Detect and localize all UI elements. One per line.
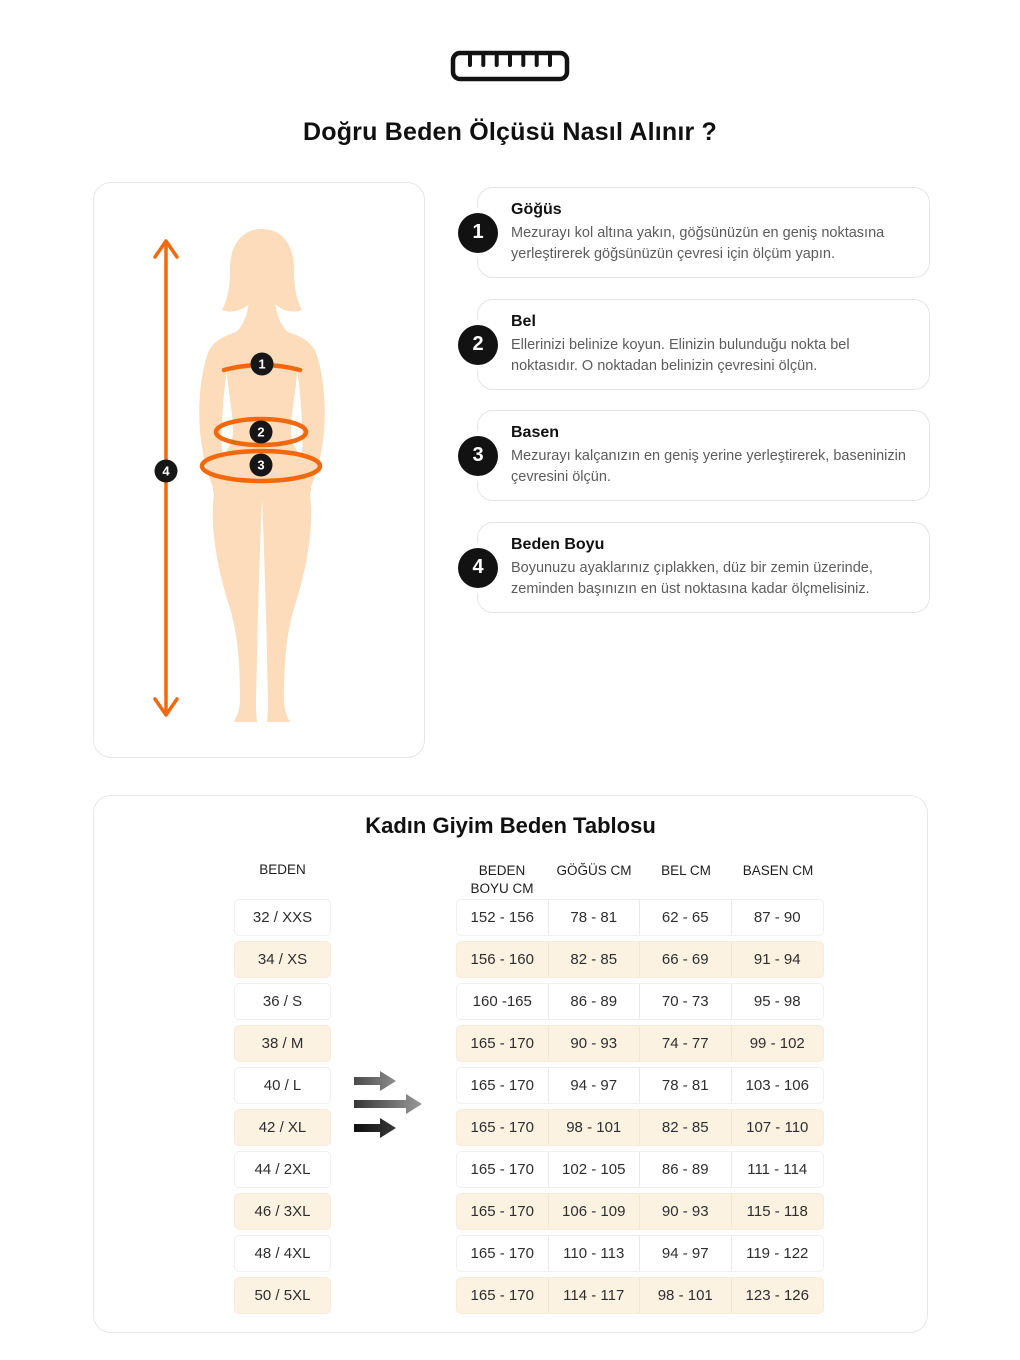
table-row [456, 1067, 824, 1104]
table-cell: 90 - 93 [640, 1194, 732, 1229]
table-cell: 78 - 81 [549, 900, 641, 935]
table-row [456, 1193, 824, 1230]
step-card-beden-boyu [472, 522, 930, 613]
measure-table-body [456, 899, 824, 1319]
step-description: Ellerinizi belinize koyun. Elinizin bulunduğu nokta bel noktasıdır. O noktadan belinizin çevresini ölçün. [511, 337, 850, 374]
table-cell: 98 - 101 [640, 1278, 732, 1313]
step-title: Basen [511, 424, 560, 441]
measure-column-headers [456, 862, 824, 897]
step-card-basen [472, 410, 930, 501]
table-cell: 74 - 77 [640, 1026, 732, 1061]
table-row [456, 1109, 824, 1146]
table-cell: 99 - 102 [749, 1035, 805, 1052]
size-cell: 34 / XS [234, 941, 331, 978]
table-cell: 82 - 85 [549, 942, 641, 977]
table-cell: 106 - 109 [549, 1194, 641, 1229]
size-table-panel [93, 795, 928, 1333]
column-header-beden: BEDEN [259, 862, 306, 877]
table-cell: 70 - 73 [640, 984, 732, 1019]
table-row [456, 983, 824, 1020]
table-cell: 66 - 69 [640, 942, 732, 977]
svg-text:2: 2 [257, 424, 265, 440]
measurement-figure-card [93, 182, 425, 758]
size-table-title: Kadın Giyim Beden Tablosu [365, 813, 656, 838]
table-cell: 98 - 101 [549, 1110, 641, 1145]
step-description: Boyunuzu ayaklarınız çıplakken, düz bir zemin üzerinde, zeminden başınızın en üst noktasına kadar ölçmelisiniz. [511, 560, 873, 597]
table-cell: 165 - 170 [457, 1236, 549, 1271]
step-description: Mezurayı kalçanızın en geniş yerine yerleştirerek, baseninizin çevresini ölçün. [511, 448, 906, 485]
table-cell: 165 - 170 [457, 1026, 549, 1061]
column-header-bel: BEL CM [661, 863, 711, 878]
table-cell: 86 - 89 [549, 984, 641, 1019]
table-row [456, 1151, 824, 1188]
table-cell: 119 - 122 [746, 1245, 809, 1262]
marker-height [155, 460, 178, 483]
size-cell: 38 / M [234, 1025, 331, 1062]
table-cell: 94 - 97 [640, 1236, 732, 1271]
table-cell: 165 - 170 [457, 1152, 549, 1187]
table-cell: 90 - 93 [549, 1026, 641, 1061]
svg-text:3: 3 [257, 457, 265, 473]
column-header-gogus: GÖĞÜS CM [556, 863, 632, 878]
table-cell: 123 - 126 [745, 1287, 809, 1304]
table-cell: 94 - 97 [549, 1068, 641, 1103]
size-cell: 32 / XXS [234, 899, 331, 936]
ruler-icon [0, 50, 1020, 87]
step-number-badge: 1 [458, 213, 498, 253]
table-cell: 152 - 156 [457, 900, 549, 935]
table-cell: 91 - 94 [753, 951, 801, 968]
marker-waist [250, 421, 273, 444]
size-cell: 44 / 2XL [234, 1151, 331, 1188]
table-row [456, 1235, 824, 1272]
table-cell: 62 - 65 [640, 900, 732, 935]
table-cell: 165 - 170 [457, 1110, 549, 1145]
marker-chest [251, 353, 274, 376]
step-title: Göğüs [511, 201, 562, 218]
svg-text:1: 1 [258, 356, 266, 372]
table-cell: 103 - 106 [745, 1077, 809, 1094]
step-description: Mezurayı kol altına yakın, göğsünüzün en geniş noktasına yerleştirerek göğsünüzün çevresi için ölçüm yapın. [511, 225, 885, 262]
table-cell: 156 - 160 [457, 942, 549, 977]
table-cell: 78 - 81 [640, 1068, 732, 1103]
table-cell: 87 - 90 [753, 909, 801, 926]
table-cell: 115 - 118 [746, 1203, 808, 1220]
marker-hip [250, 454, 273, 477]
column-header-beden-boyu: BEDEN BOYU CM [470, 863, 534, 896]
table-cell: 107 - 110 [746, 1119, 809, 1136]
table-cell: 114 - 117 [549, 1278, 641, 1313]
table-row [456, 1277, 824, 1314]
body-measurement-diagram [94, 183, 424, 757]
size-cell: 50 / 5XL [234, 1277, 331, 1314]
column-header-basen: BASEN CM [742, 863, 814, 878]
step-number-badge: 2 [458, 325, 498, 365]
table-cell: 111 - 114 [747, 1161, 808, 1178]
step-number-badge: 4 [458, 548, 498, 588]
table-cell: 95 - 98 [753, 993, 801, 1010]
size-cell: 40 / L [234, 1067, 331, 1104]
table-cell: 110 - 113 [549, 1236, 641, 1271]
table-cell: 160 -165 [457, 984, 549, 1019]
svg-text:4: 4 [162, 463, 170, 479]
size-cell: 36 / S [234, 983, 331, 1020]
table-cell: 165 - 170 [457, 1278, 549, 1313]
step-title: Bel [511, 313, 536, 330]
table-cell: 165 - 170 [457, 1194, 549, 1229]
size-cell: 46 / 3XL [234, 1193, 331, 1230]
table-cell: 102 - 105 [549, 1152, 641, 1187]
step-card-gogus [472, 187, 930, 278]
size-highlight-arrows-icon [354, 1068, 426, 1145]
table-cell: 82 - 85 [640, 1110, 732, 1145]
table-row [456, 899, 824, 936]
step-card-bel [472, 299, 930, 390]
table-cell: 165 - 170 [457, 1068, 549, 1103]
page-title: Doğru Beden Ölçüsü Nasıl Alınır ? [302, 118, 718, 146]
step-title: Beden Boyu [511, 536, 605, 553]
table-row [456, 1025, 824, 1062]
table-row [456, 941, 824, 978]
step-number-badge: 3 [458, 436, 498, 476]
table-cell: 86 - 89 [640, 1152, 732, 1187]
size-cell: 42 / XL [234, 1109, 331, 1146]
size-cell: 48 / 4XL [234, 1235, 331, 1272]
size-column [234, 899, 331, 1319]
